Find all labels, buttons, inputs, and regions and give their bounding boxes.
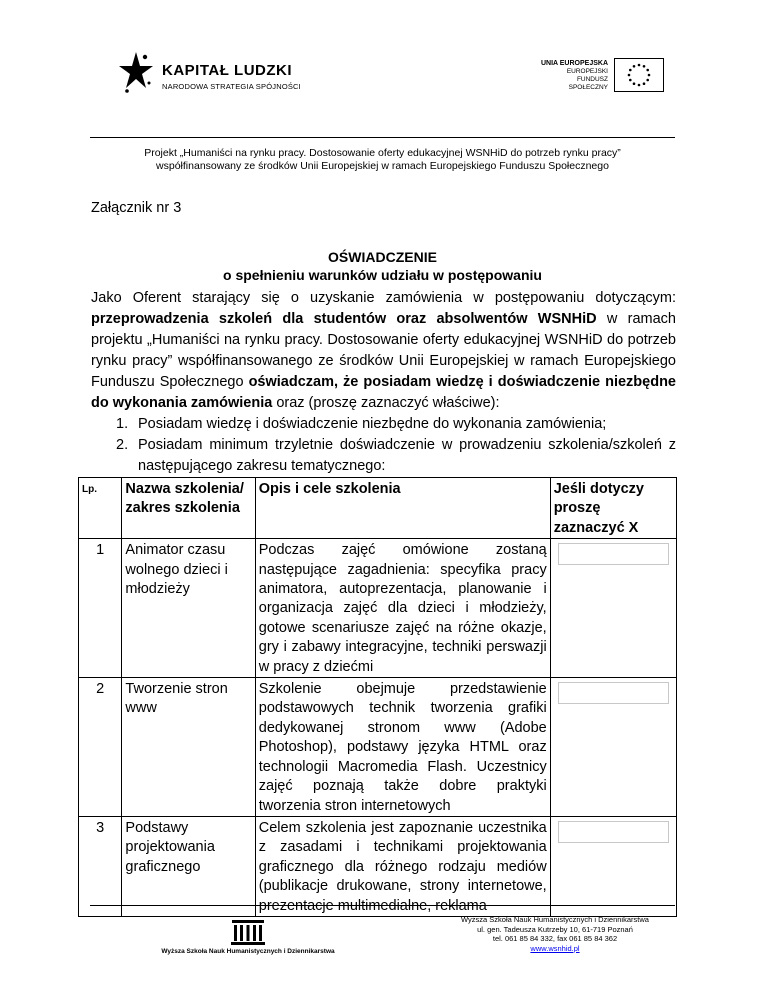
declaration-list <box>116 414 676 477</box>
row-lp: 3 <box>79 816 122 916</box>
intro-paragraph <box>91 288 676 414</box>
intro-bold-1: przeprowadzenia szkoleń dla studentów oraz absolwentów WSNHiD <box>91 311 597 327</box>
kapital-ludzki-star-icon <box>118 50 154 96</box>
row-description: Szkolenie obejmuje przedstawienie podstawowych technik tworzenia grafiki dedykowanej stronom www (Adobe Photoshop), podstawy języka HTML oraz technologii Macromedia Flash. Uczestnicy zajęć poznają także dobre praktyki tworzenia stron internetowych <box>255 678 550 817</box>
row-name: Podstawy projektowania graficznego <box>122 816 255 916</box>
intro-text-2: w ramach projektu „Humaniści na rynku pracy. Dostosowanie oferty edukacyjnej WSNHiD do potrzeb rynku pracy” współfinansowanego ze środków Unii Europejskiej w ramach Europejskiego Funduszu Społecznego <box>91 311 676 390</box>
list-item-text: Posiadam wiedzę i doświadczenie niezbędne do wykonania zamówienia; <box>138 416 607 432</box>
row-name: Animator czasu wolnego dzieci i młodzieży <box>122 539 255 678</box>
kapital-ludzki-subtitle: NARODOWA STRATEGIA SPÓJNOŚCI <box>162 82 301 91</box>
address-line-3: tel. 061 85 84 332, fax 061 85 84 362 <box>492 934 618 943</box>
wsnhid-logo <box>148 918 348 958</box>
row-check-cell[interactable] <box>550 539 676 678</box>
row-lp: 2 <box>79 678 122 817</box>
check-box[interactable] <box>558 821 669 843</box>
intro-bold-2: oświadczam, że posiadam wiedzę i doświadczenie niezbędne do wykonania zamówienia <box>91 374 676 411</box>
intro-text-1: Jako Oferent starający się o uzyskanie zamówienia w postępowaniu dotyczącym: <box>91 290 676 306</box>
list-item-number: 2. <box>116 437 129 453</box>
ue-line-3: FUNDUSZ SPOŁECZNY <box>568 76 608 91</box>
annex-label: Załącznik nr 3 <box>91 200 182 216</box>
kapital-ludzki-logo <box>118 50 308 100</box>
ue-efs-logo <box>540 58 670 98</box>
header-lp: Lp. <box>79 478 122 539</box>
address-line-2: ul. gen. Tadeusza Kutrzeby 10, 61-719 Poznań <box>477 924 633 934</box>
wsnhid-building-icon <box>230 918 266 946</box>
table-header-row <box>79 478 677 539</box>
row-description: Celem szkolenia jest zapoznanie uczestnika z zasadami i technikami projektowania graficznego dla różnego rodzaju mediów (publikacje drukowane, strony internetowe, prezentacje multimedialne, reklama <box>255 816 550 916</box>
ue-line-2: EUROPEJSKI <box>566 68 608 75</box>
ue-line-1: UNIA EUROPEJSKA <box>540 60 608 67</box>
row-check-cell[interactable] <box>550 678 676 817</box>
kapital-ludzki-title: KAPITAŁ LUDZKI <box>162 62 293 79</box>
footer-address <box>440 915 670 953</box>
website-link[interactable]: www.wsnhid.pl <box>530 943 580 953</box>
row-check-cell[interactable] <box>550 816 676 916</box>
row-description: Podczas zajęć omówione zostaną następujące zagadnienia: specyfika pracy animatora, autoprezentacja, planowanie i organizacja zajęć dla dzieci i młodzieży, gotowe scenariusze zajęć na różne okazje, gry i zabawy integracyjne, techniki perswazji w pracy z dziećmi <box>255 539 550 678</box>
intro-text-3: oraz (proszę zaznaczyć właściwe): <box>272 395 500 411</box>
trainings-table <box>78 477 677 917</box>
header-divider <box>90 137 675 138</box>
project-line-1: Projekt „Humaniści na rynku pracy. Dostosowanie oferty edukacyjnej WSNHiD do potrzeb rynku pracy” <box>144 147 621 159</box>
check-box[interactable] <box>558 543 669 565</box>
header-check: Jeśli dotyczy proszę zaznaczyć X <box>550 478 676 539</box>
project-line-2: współfinansowany ze środków Unii Europejskiej w ramach Europejskiego Funduszu Społecznego <box>156 160 609 172</box>
document-title: OŚWIADCZENIE <box>328 249 437 265</box>
row-lp: 1 <box>79 539 122 678</box>
list-item-text: Posiadam minimum trzyletnie doświadczenie w prowadzeniu szkolenia/szkoleń z następującego zakresu tematycznego: <box>138 437 676 474</box>
header-description: Opis i cele szkolenia <box>255 478 550 539</box>
table-row <box>79 678 677 817</box>
header-name: Nazwa szkolenia/ zakres szkolenia <box>122 478 255 539</box>
check-box[interactable] <box>558 682 669 704</box>
table-row <box>79 539 677 678</box>
row-name: Tworzenie stron www <box>122 678 255 817</box>
list-item <box>116 414 676 435</box>
footer-divider <box>90 905 675 906</box>
list-item-number: 1. <box>116 416 129 432</box>
document-subtitle: o spełnieniu warunków udziału w postępowaniu <box>223 267 542 283</box>
ue-efs-text <box>540 60 608 92</box>
address-line-1: Wyższa Szkoła Nauk Humanistycznych i Dziennikarstwa <box>461 915 649 924</box>
list-item <box>116 435 676 477</box>
wsnhid-logo-name: Wyższa Szkoła Nauk Humanistycznych i Dziennikarstwa <box>161 948 335 955</box>
eu-flag-icon <box>614 58 664 92</box>
table-row <box>79 816 677 916</box>
